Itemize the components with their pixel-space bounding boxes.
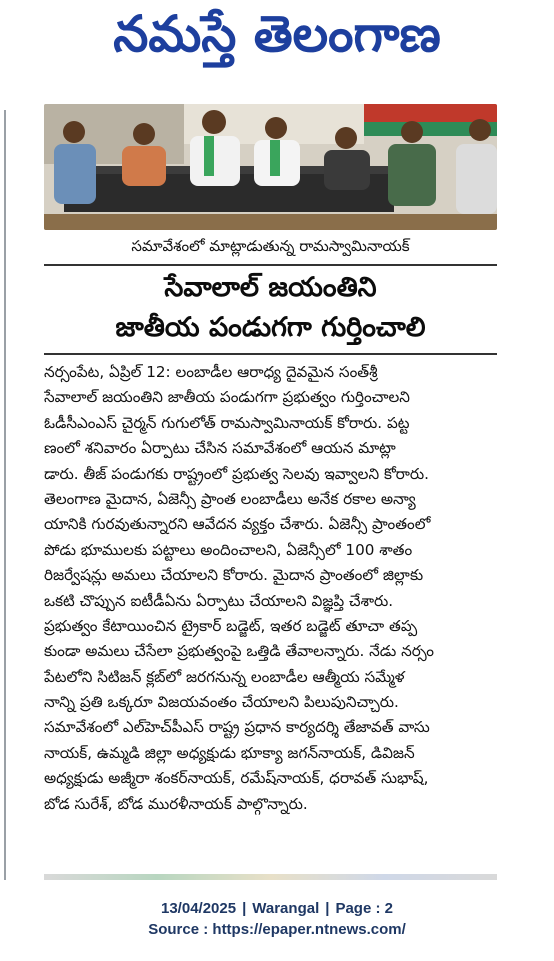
footer-date: 13/04/2025	[161, 900, 237, 917]
masthead-title: నమస్తే తెలంగాణ	[113, 4, 441, 63]
body-line: ప్రభుత్వం కేటాయించిన ట్రైకార్ బడ్జెట్, ఇతర బడ్జెట్ తూచా తప్ప	[44, 616, 418, 635]
body-line: అధ్యక్షుడు అజ్మీరా శంకర్‌నాయక్, రమేష్‌నాయక్, ధరావత్ సుభాష్,	[44, 769, 429, 788]
body-line: పోడు భూములకు పట్టాలు అందించాలని, ఏజెన్సీలో 100 శాతం	[44, 540, 413, 559]
body-line: డారు. తీజ్ పండుగకు రాష్ట్రంలో ప్రభుత్వ సెలవు ఇవ్వాలని కోరారు.	[44, 464, 429, 483]
headline-line-1: సేవాలాల్ జయంతిని	[164, 272, 377, 303]
body-line: కుండా అమలు చేసేలా ప్రభుత్వంపై ఒత్తిడి తేవాలన్నారు. నేడు నర్సం	[44, 642, 434, 661]
footer-source[interactable]: Source : https://epaper.ntnews.com/	[148, 921, 406, 938]
footer	[0, 898, 554, 940]
column-divider	[4, 110, 6, 880]
photo-caption: సమావేశంలో మాట్లాడుతున్న రామస్వామినాయక్	[44, 232, 497, 266]
news-photo	[44, 104, 497, 230]
next-article-strip	[44, 874, 497, 880]
body-line: బోడ సురేశ్, బోడ మురళీనాయక్ పాల్గొన్నారు.	[44, 794, 308, 813]
body-line: నాన్ని ప్రతి ఒక్కరూ విజయవంతం చేయాలని పిలుపునిచ్చారు.	[44, 693, 399, 712]
body-line: ఒకటి చొప్పున ఐటీడీఏను ఏర్పాటు చేయాలని విజ్ఞప్తి చేశారు.	[44, 591, 394, 610]
headline-line-2: జాతీయ పండుగగా గుర్తించాలి	[115, 312, 426, 343]
masthead	[0, 0, 554, 80]
body-line: రిజర్వేషన్లు అమలు చేయాలని కోరారు. మైదాన ప్రాంతంలో జిల్లాకు	[44, 566, 424, 585]
footer-meta: 13/04/2025 | Warangal | Page : 2	[161, 900, 393, 917]
footer-page: Page : 2	[335, 900, 393, 917]
headline	[44, 268, 497, 348]
body-line: సేవాలాల్ జయంతిని జాతీయ పండుగగా ప్రభుత్వం గుర్తించాలని	[44, 388, 410, 407]
body-line: పేటలోని సిటిజన్ క్లబ్‌లో జరగనున్న లంబాడీల ఆత్మీయ సమ్మేళ	[44, 667, 405, 686]
body-line: ఓడీసీఎంఎస్ చైర్మన్ గుగులోత్ రామస్వామినాయక్ కోరారు. పట్ట	[44, 413, 410, 432]
body-line: నాయక్, ఉమ్మడి జిల్లా అధ్యక్షుడు భూక్యా జగన్‌నాయక్, డివిజన్	[44, 743, 415, 762]
headline-rule	[44, 353, 497, 355]
photo-illustration	[44, 104, 497, 230]
footer-edition: Warangal	[252, 900, 320, 917]
body-line: నర్సంపేట, ఏప్రిల్ 12: లంబాడీల ఆరాధ్య దైవమైన సంత్‌శ్రీ	[44, 363, 378, 381]
article-body	[44, 360, 497, 817]
body-line: యానికి గురవుతున్నారని ఆవేదన వ్యక్తం చేశారు. ఏజెన్సీ ప్రాంతంలో	[44, 515, 431, 534]
body-line: సమావేశంలో ఎల్‌హెచ్‌పీఎస్ రాష్ట్ర ప్రధాన కార్యదర్శి తేజావత్ వాసు	[44, 718, 430, 737]
body-line: తెలంగాణ మైదాన, ఏజెన్సీ ప్రాంత లంబాడీలు అనేక రకాల అన్యా	[44, 489, 416, 508]
body-line: ణంలో శనివారం ఏర్పాటు చేసిన సమావేశంలో ఆయన మాట్లా	[44, 439, 396, 458]
